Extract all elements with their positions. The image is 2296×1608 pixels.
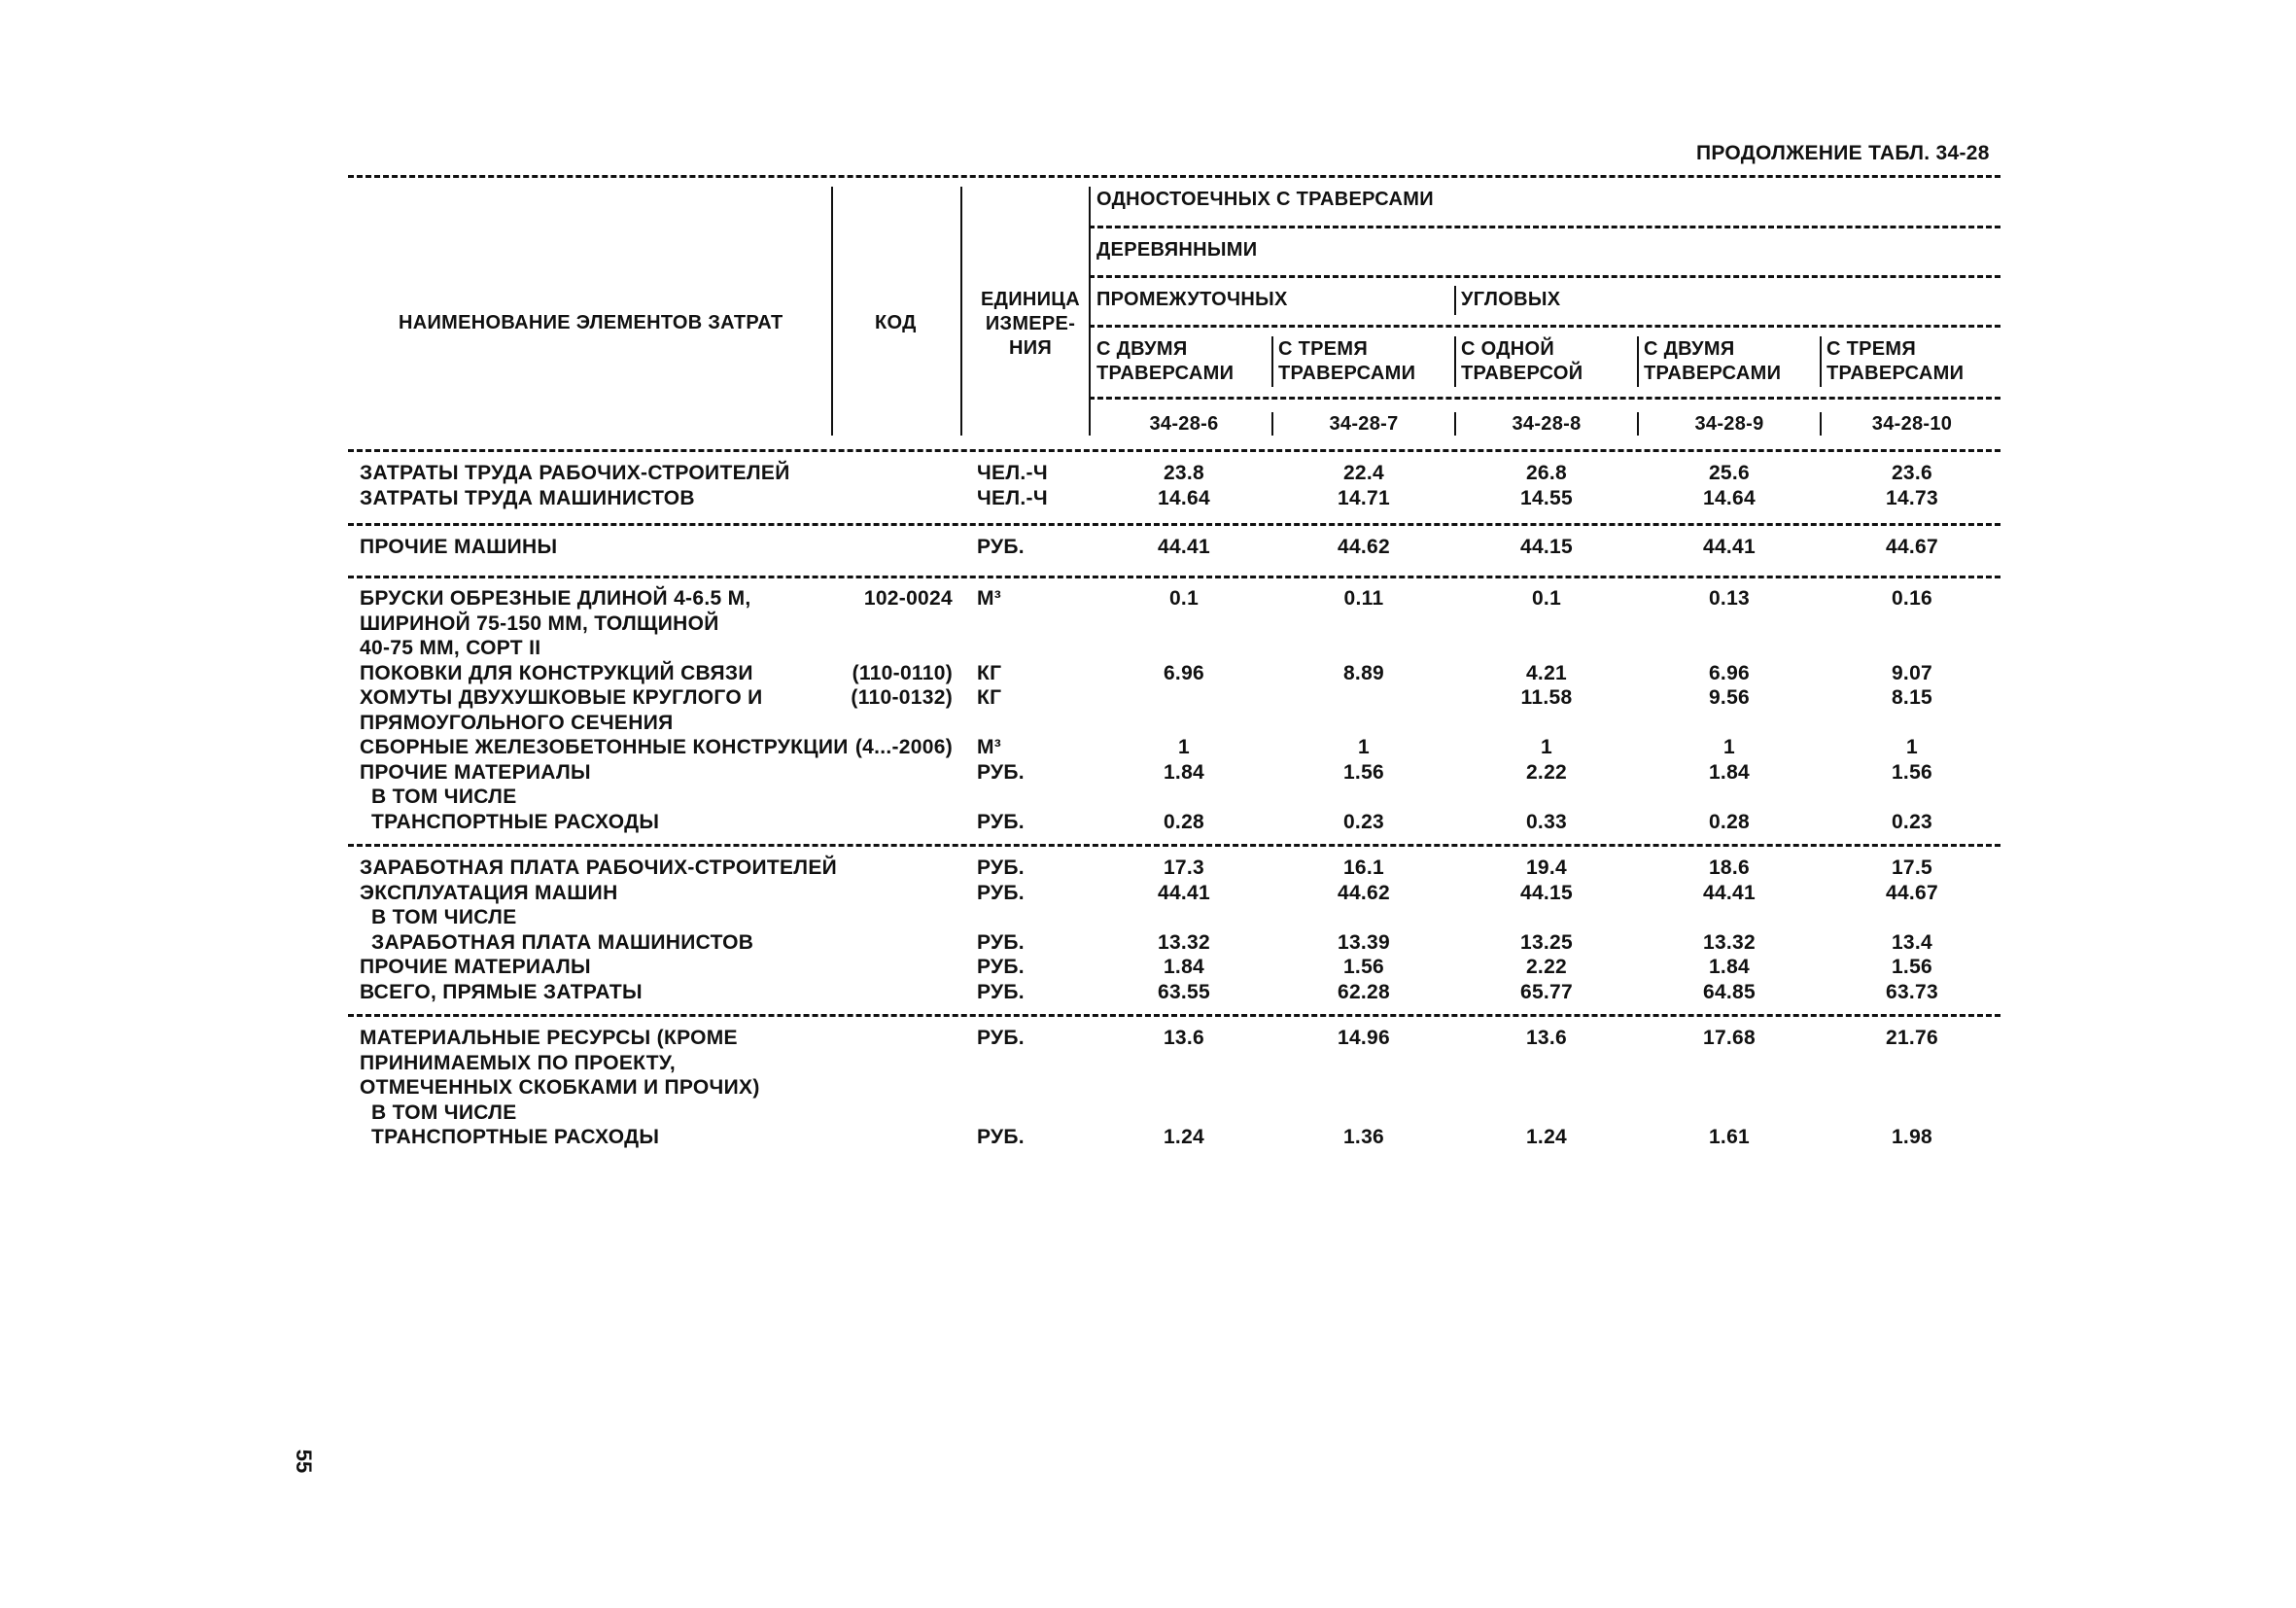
row-value: 14.96 xyxy=(1337,1027,1391,1049)
col-sep-b xyxy=(1454,336,1456,387)
row-value: 17.5 xyxy=(1891,856,1933,879)
row-unit: РУБ. xyxy=(977,956,1025,978)
row-value: 9.56 xyxy=(1708,686,1751,709)
row-value: 1.24 xyxy=(1525,1126,1568,1148)
col-header-5-line2: ТРАВЕРСАМИ xyxy=(1826,363,1965,384)
col-header-3 xyxy=(1461,337,1583,386)
row-unit: М³ xyxy=(977,736,1002,758)
row-name: ЭКСПЛУАТАЦИЯ МАШИН xyxy=(360,881,618,904)
row-unit: КГ xyxy=(977,686,1002,709)
header-code-col: КОД xyxy=(875,312,917,333)
header-group-2: ДЕРЕВЯННЫМИ xyxy=(1096,239,1258,261)
row-name: В ТОМ ЧИСЛЕ xyxy=(371,786,517,808)
col-code-4: 34-28-9 xyxy=(1694,413,1764,435)
row-name: ПОКОВКИ ДЛЯ КОНСТРУКЦИЙ СВЯЗИ xyxy=(360,661,753,684)
col-header-4-line2: ТРАВЕРСАМИ xyxy=(1644,363,1782,384)
row-value: 1 xyxy=(1178,736,1190,758)
row-unit: КГ xyxy=(977,661,1002,684)
row-value: 0.33 xyxy=(1525,810,1568,833)
row-value: 19.4 xyxy=(1525,856,1568,879)
row-value: 44.41 xyxy=(1702,881,1757,904)
header-sep-corner xyxy=(1454,286,1456,315)
header-unit-col xyxy=(972,288,1089,361)
row-name: В ТОМ ЧИСЛЕ xyxy=(371,1101,517,1124)
row-value: 0.13 xyxy=(1708,587,1751,610)
row-value: 26.8 xyxy=(1525,462,1568,484)
row-value: 8.89 xyxy=(1342,661,1385,684)
col-header-3-line1: С ОДНОЙ xyxy=(1461,338,1555,360)
row-value: 14.64 xyxy=(1157,486,1211,509)
row-value: 1.56 xyxy=(1342,760,1385,784)
row-value: 6.96 xyxy=(1708,661,1751,684)
row-value: 0.28 xyxy=(1708,810,1751,833)
col-code-3: 34-28-8 xyxy=(1512,413,1582,435)
col-header-1-line2: ТРАВЕРСАМИ xyxy=(1096,363,1235,384)
row-name: ВСЕГО, ПРЯМЫЕ ЗАТРАТЫ xyxy=(360,980,643,1003)
header-sub-corner: УГЛОВЫХ xyxy=(1461,289,1561,310)
row-unit: РУБ. xyxy=(977,881,1025,904)
row-unit: РУБ. xyxy=(977,760,1025,784)
row-value: 23.6 xyxy=(1891,462,1933,484)
col-header-2-line1: С ТРЕМЯ xyxy=(1278,338,1369,360)
row-code: (110-0110) xyxy=(852,661,953,684)
row-value: 1.84 xyxy=(1708,956,1751,978)
col-header-4 xyxy=(1644,337,1781,386)
header-sub-intermediate: ПРОМЕЖУТОЧНЫХ xyxy=(1096,289,1288,310)
header-group-1: ОДНОСТОЕЧНЫХ С ТРАВЕРСАМИ xyxy=(1096,189,1434,210)
row-name: ПРИНИМАЕМЫХ ПО ПРОЕКТУ, xyxy=(360,1051,677,1074)
row-unit: РУБ. xyxy=(977,1027,1025,1049)
row-value: 13.6 xyxy=(1163,1027,1205,1049)
header-rule-3 xyxy=(1089,325,2000,328)
row-value: 4.21 xyxy=(1525,661,1568,684)
row-value: 0.23 xyxy=(1891,810,1933,833)
row-value: 1.24 xyxy=(1163,1126,1205,1148)
row-code: (4...-2006) xyxy=(854,736,953,758)
row-value: 25.6 xyxy=(1708,462,1751,484)
row-unit: ЧЕЛ.-Ч xyxy=(977,486,1048,509)
row-value: 2.22 xyxy=(1525,956,1568,978)
row-value: 1.98 xyxy=(1891,1126,1933,1148)
row-unit: ЧЕЛ.-Ч xyxy=(977,462,1048,484)
row-value: 22.4 xyxy=(1342,462,1385,484)
row-name: СБОРНЫЕ ЖЕЛЕЗОБЕТОННЫЕ КОНСТРУКЦИИ xyxy=(360,736,849,758)
row-value: 44.67 xyxy=(1885,881,1939,904)
section-rule xyxy=(348,523,2000,526)
row-value: 44.62 xyxy=(1337,536,1391,558)
row-name: ЗАРАБОТНАЯ ПЛАТА РАБОЧИХ-СТРОИТЕЛЕЙ xyxy=(360,856,838,879)
col-code-5: 34-28-10 xyxy=(1871,413,1953,435)
header-name-col: НАИМЕНОВАНИЕ ЭЛЕМЕНТОВ ЗАТРАТ xyxy=(399,312,783,333)
row-name: ПРОЧИЕ МАТЕРИАЛЫ xyxy=(360,760,591,784)
row-value: 1.36 xyxy=(1342,1126,1385,1148)
row-value: 17.68 xyxy=(1702,1027,1757,1049)
header-rule-4 xyxy=(1089,397,2000,400)
row-value: 0.23 xyxy=(1342,810,1385,833)
row-value: 6.96 xyxy=(1163,661,1205,684)
row-name: БРУСКИ ОБРЕЗНЫЕ ДЛИНОЙ 4-6.5 М, xyxy=(360,587,751,610)
row-code: (110-0132) xyxy=(851,686,953,709)
row-value: 13.25 xyxy=(1519,930,1574,954)
row-value: 1.84 xyxy=(1163,956,1205,978)
row-value: 13.32 xyxy=(1157,930,1211,954)
col-sep-c xyxy=(1637,336,1639,387)
row-value: 14.64 xyxy=(1702,486,1757,509)
row-value: 1.56 xyxy=(1891,760,1933,784)
row-name: ПРОЧИЕ МАШИНЫ xyxy=(360,536,558,558)
header-rule-1 xyxy=(1089,226,2000,228)
row-value: 13.39 xyxy=(1337,930,1391,954)
row-unit: РУБ. xyxy=(977,930,1025,954)
row-value: 1 xyxy=(1723,736,1735,758)
row-value: 44.62 xyxy=(1337,881,1391,904)
row-value: 44.41 xyxy=(1702,536,1757,558)
row-name: ХОМУТЫ ДВУХУШКОВЫЕ КРУГЛОГО И xyxy=(360,686,763,709)
table-caption: ПРОДОЛЖЕНИЕ ТАБЛ. 34-28 xyxy=(1696,142,1990,164)
row-value: 0.16 xyxy=(1891,587,1933,610)
row-value: 8.15 xyxy=(1891,686,1933,709)
row-value: 1.61 xyxy=(1708,1126,1751,1148)
row-name: ЗАТРАТЫ ТРУДА МАШИНИСТОВ xyxy=(360,486,695,509)
section-rule xyxy=(348,844,2000,847)
header-sep-2 xyxy=(960,187,962,436)
row-value: 14.55 xyxy=(1519,486,1574,509)
row-value: 0.28 xyxy=(1163,810,1205,833)
header-rule-2 xyxy=(1089,275,2000,278)
table-top-rule xyxy=(348,175,2000,178)
row-value: 44.41 xyxy=(1157,881,1211,904)
col-sep-d xyxy=(1820,336,1822,387)
row-value: 63.73 xyxy=(1885,980,1939,1003)
row-unit: РУБ. xyxy=(977,810,1025,833)
row-value: 44.67 xyxy=(1885,536,1939,558)
row-value: 13.4 xyxy=(1891,930,1933,954)
row-value: 63.55 xyxy=(1157,980,1211,1003)
col-header-1 xyxy=(1096,337,1234,386)
col-header-1-line1: С ДВУМЯ xyxy=(1096,338,1188,360)
row-value: 1.84 xyxy=(1708,760,1751,784)
row-value: 2.22 xyxy=(1525,760,1568,784)
row-value: 11.58 xyxy=(1520,686,1573,709)
row-value: 44.15 xyxy=(1519,881,1574,904)
row-value: 9.07 xyxy=(1891,661,1933,684)
row-value: 65.77 xyxy=(1519,980,1574,1003)
row-value: 13.32 xyxy=(1702,930,1757,954)
header-unit-line-1: ЕДИНИЦА xyxy=(981,289,1080,310)
header-unit-line-2: ИЗМЕРЕ- xyxy=(985,313,1076,334)
row-name: ЗАТРАТЫ ТРУДА РАБОЧИХ-СТРОИТЕЛЕЙ xyxy=(360,462,790,484)
row-name: МАТЕРИАЛЬНЫЕ РЕСУРСЫ (КРОМЕ xyxy=(360,1027,738,1049)
section-rule xyxy=(348,576,2000,578)
row-value: 0.1 xyxy=(1531,587,1562,610)
col-code-1: 34-28-6 xyxy=(1149,413,1219,435)
row-name: В ТОМ ЧИСЛЕ xyxy=(371,906,517,928)
row-value: 17.3 xyxy=(1163,856,1205,879)
row-value: 1.84 xyxy=(1163,760,1205,784)
row-name: ШИРИНОЙ 75-150 ММ, ТОЛЩИНОЙ xyxy=(360,612,719,635)
page-number: 55 xyxy=(292,1449,317,1474)
col-sep-a xyxy=(1271,336,1273,387)
section-rule xyxy=(348,1014,2000,1017)
col-header-2-line2: ТРАВЕРСАМИ xyxy=(1278,363,1416,384)
col-header-5-line1: С ТРЕМЯ xyxy=(1826,338,1917,360)
row-value: 44.41 xyxy=(1157,536,1211,558)
col-header-3-line2: ТРАВЕРСОЙ xyxy=(1461,363,1583,384)
row-name: ЗАРАБОТНАЯ ПЛАТА МАШИНИСТОВ xyxy=(371,930,754,954)
row-value: 0.11 xyxy=(1343,587,1384,610)
row-value: 16.1 xyxy=(1342,856,1385,879)
row-name: ТРАНСПОРТНЫЕ РАСХОДЫ xyxy=(371,810,660,833)
row-name: ПРОЧИЕ МАТЕРИАЛЫ xyxy=(360,956,591,978)
row-value: 1 xyxy=(1358,736,1370,758)
row-code: 102-0024 xyxy=(863,587,953,610)
row-name: ТРАНСПОРТНЫЕ РАСХОДЫ xyxy=(371,1126,660,1148)
row-value: 64.85 xyxy=(1702,980,1757,1003)
row-value: 18.6 xyxy=(1708,856,1751,879)
col-header-4-line1: С ДВУМЯ xyxy=(1644,338,1735,360)
row-name: ОТМЕЧЕННЫХ СКОБКАМИ И ПРОЧИХ) xyxy=(360,1076,760,1099)
header-bottom-rule xyxy=(348,449,2000,452)
row-name: ПРЯМОУГОЛЬНОГО СЕЧЕНИЯ xyxy=(360,711,674,734)
header-unit-line-3: НИЯ xyxy=(1008,337,1053,359)
row-value: 1 xyxy=(1906,736,1918,758)
row-unit: РУБ. xyxy=(977,1126,1025,1148)
row-value: 44.15 xyxy=(1519,536,1574,558)
col-header-5 xyxy=(1826,337,1964,386)
row-value: 0.1 xyxy=(1168,587,1200,610)
row-value: 21.76 xyxy=(1885,1027,1939,1049)
row-value: 14.71 xyxy=(1337,486,1391,509)
row-unit: РУБ. xyxy=(977,980,1025,1003)
row-value: 62.28 xyxy=(1337,980,1391,1003)
row-unit: РУБ. xyxy=(977,536,1025,558)
col-header-2 xyxy=(1278,337,1415,386)
row-name: 40-75 ММ, СОРТ II xyxy=(360,637,541,659)
row-value: 23.8 xyxy=(1163,462,1205,484)
row-unit: М³ xyxy=(977,587,1002,610)
row-value: 1 xyxy=(1541,736,1552,758)
header-sep-1 xyxy=(831,187,833,436)
row-value: 1.56 xyxy=(1891,956,1933,978)
row-value: 13.6 xyxy=(1525,1027,1568,1049)
row-unit: РУБ. xyxy=(977,856,1025,879)
row-value: 14.73 xyxy=(1885,486,1939,509)
row-value: 1.56 xyxy=(1342,956,1385,978)
col-code-2: 34-28-7 xyxy=(1329,413,1399,435)
